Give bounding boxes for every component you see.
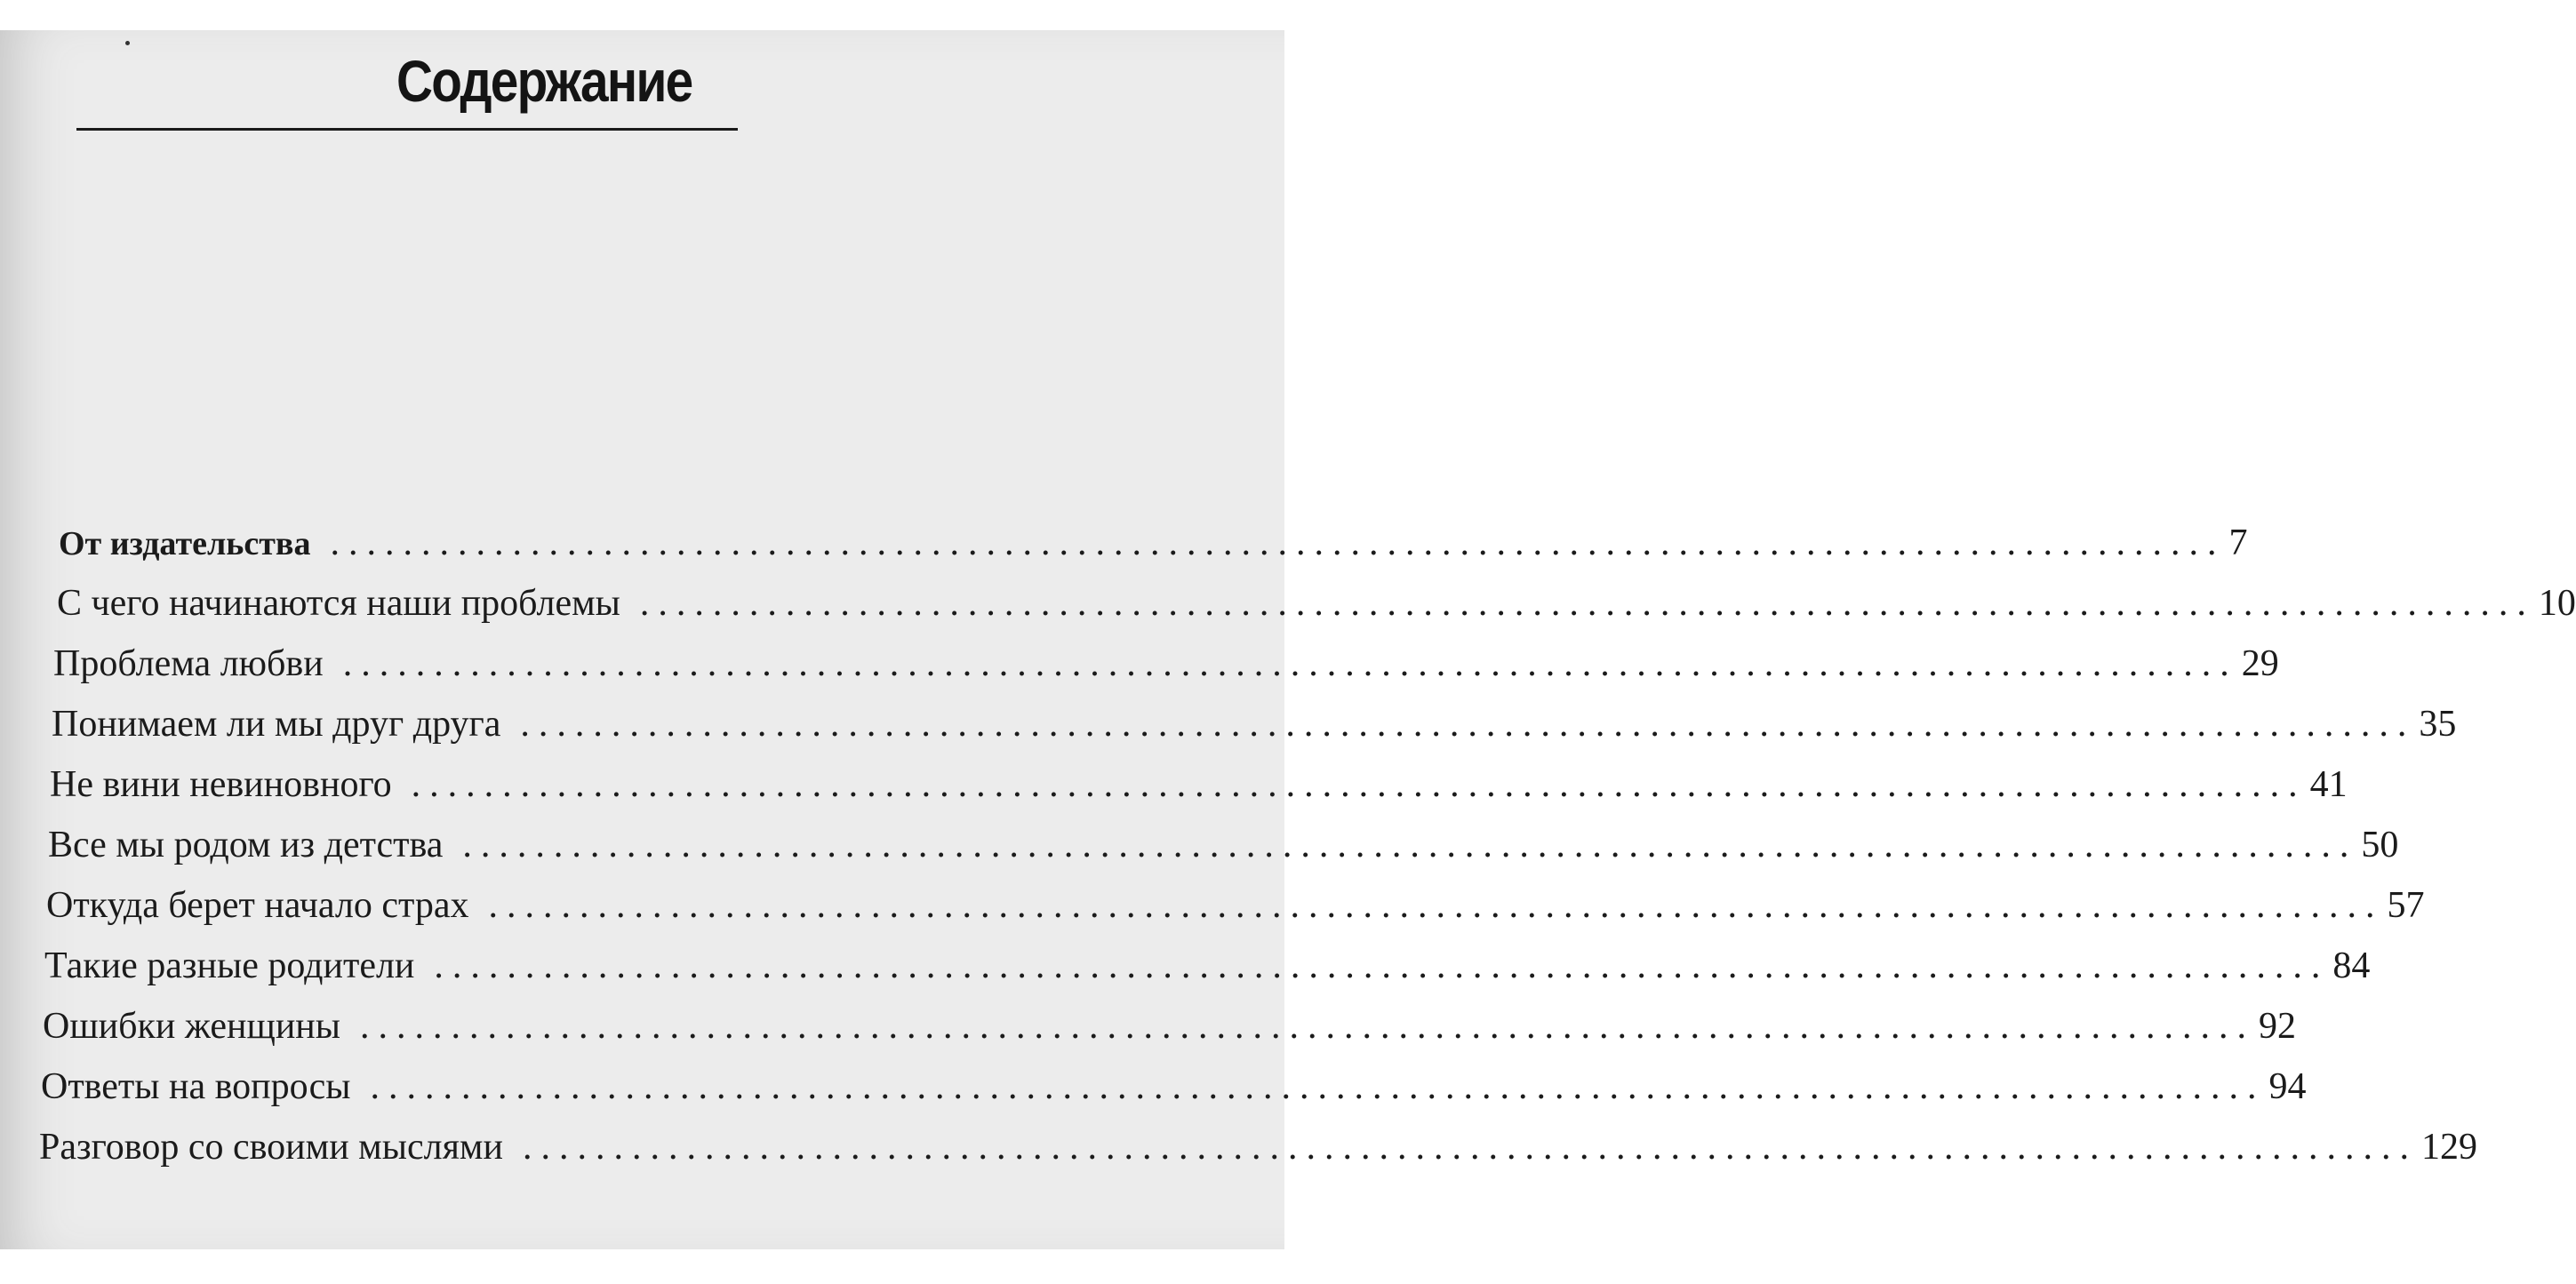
toc-entry-title: Такие разные родители [44, 945, 415, 986]
table-of-contents [0, 30, 2576, 1249]
toc-entry-title: С чего начинаются наши проблемы [57, 583, 620, 624]
book-page [0, 30, 2576, 1249]
toc-page-number: 29 [2241, 643, 2279, 684]
toc-page-number: 94 [2268, 1066, 2307, 1107]
page-title: Содержание [396, 48, 692, 114]
toc-page-number: 50 [2361, 825, 2399, 865]
toc-page-number: 92 [2259, 1006, 2296, 1047]
dot-leader: ........................................................................................................ [462, 825, 2358, 865]
toc-page-number: 7 [2228, 522, 2248, 563]
toc-page-number: 129 [2420, 1127, 2477, 1168]
dot-leader: ........................................................................................................ [434, 945, 2330, 986]
toc-entry [39, 1127, 2477, 1168]
toc-entry [50, 764, 2348, 805]
toc-entry [57, 583, 2576, 624]
toc-entry [48, 825, 2399, 865]
toc-entry-title: Не вини невиновного [50, 764, 392, 805]
dot-leader: ........................................................................................................ [520, 704, 2416, 745]
dot-leader: ........................................................................................................ [342, 643, 2238, 684]
toc-entry [41, 1066, 2307, 1107]
toc-page-number: 57 [2387, 885, 2425, 926]
dot-leader: ........................................................................................................ [522, 1127, 2418, 1168]
dot-leader: ........................................................................................................ [370, 1066, 2266, 1107]
toc-page-number: 35 [2419, 704, 2457, 745]
toc-page-number: 84 [2332, 945, 2371, 986]
toc-entry [59, 522, 2248, 563]
dot-leader: ........................................................................................................ [360, 1006, 2255, 1047]
toc-entry-title: Разговор со своими мыслями [39, 1127, 503, 1168]
toc-entry-title: Ошибки женщины [43, 1006, 340, 1047]
dot-leader: ........................................................................................................ [488, 885, 2384, 926]
toc-entry-title: Понимаем ли мы друг друга [52, 704, 501, 745]
dot-leader: ........................................................................................................ [330, 522, 2226, 563]
toc-entry [53, 643, 2279, 684]
toc-entry [44, 945, 2371, 986]
toc-entry [43, 1006, 2296, 1047]
dot-leader: ........................................................................................................ [411, 764, 2307, 805]
toc-entry-title: Проблема любви [53, 643, 324, 684]
toc-entry-title: Откуда берет начало страх [46, 885, 469, 926]
dot-leader: ........................................................................................................ [639, 583, 2535, 624]
toc-entry [52, 704, 2457, 745]
toc-entry [46, 885, 2425, 926]
toc-entry-title: От издательства [59, 525, 311, 562]
toc-entry-title: Все мы родом из детства [48, 825, 444, 865]
toc-entry-title: Ответы на вопросы [41, 1066, 351, 1107]
toc-page-number: 41 [2309, 764, 2348, 805]
toc-page-number: 10 [2538, 583, 2576, 624]
